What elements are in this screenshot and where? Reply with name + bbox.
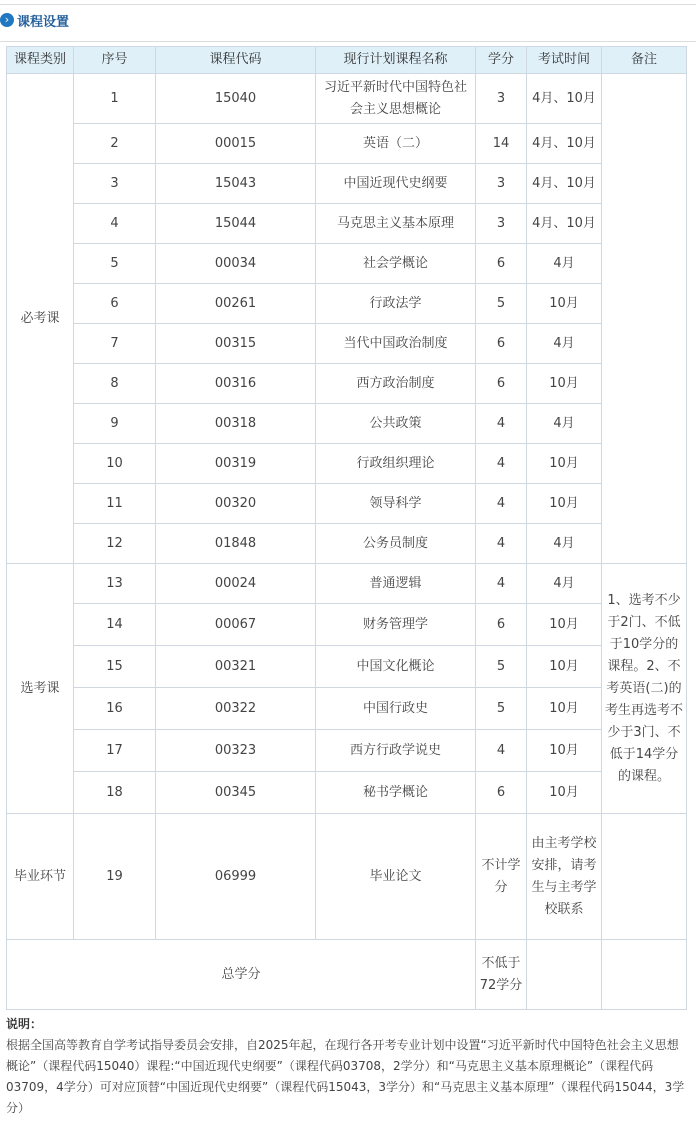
cell-name: 公共政策 (316, 404, 476, 444)
cell-name: 当代中国政治制度 (316, 324, 476, 364)
cell-code: 00315 (156, 324, 316, 364)
cell-no: 2 (74, 124, 156, 164)
cell-code: 00322 (156, 688, 316, 730)
cell-name: 习近平新时代中国特色社会主义思想概论 (316, 74, 476, 124)
cell-time: 4月、10月 (527, 164, 602, 204)
total-time (527, 940, 602, 1010)
cell-name: 西方政治制度 (316, 364, 476, 404)
cell-no: 5 (74, 244, 156, 284)
course-table (6, 46, 687, 1010)
table-row (7, 284, 687, 324)
cell-credit: 3 (476, 204, 527, 244)
cell-credit: 6 (476, 244, 527, 284)
remark-graduation (602, 814, 687, 940)
table-row (7, 74, 687, 124)
cell-name: 马克思主义基本原理 (316, 204, 476, 244)
cell-name: 公务员制度 (316, 524, 476, 564)
cell-no: 16 (74, 688, 156, 730)
cell-time: 4月 (527, 524, 602, 564)
top-divider (0, 4, 696, 5)
remark-elective: 1、选考不少于2门、不低于10学分的课程。2、不考英语(二)的考生再选考不少于3门、不低于14学分的课程。 (602, 564, 687, 814)
cell-code: 00067 (156, 604, 316, 646)
cell-code: 01848 (156, 524, 316, 564)
cell-credit: 4 (476, 484, 527, 524)
cell-credit: 4 (476, 730, 527, 772)
cell-code: 00345 (156, 772, 316, 814)
cell-name: 中国近现代史纲要 (316, 164, 476, 204)
notes (6, 1014, 690, 1119)
cell-time: 4月、10月 (527, 74, 602, 124)
cell-code: 00319 (156, 444, 316, 484)
cell-credit: 6 (476, 604, 527, 646)
cell-credit: 5 (476, 284, 527, 324)
cell-time: 4月、10月 (527, 204, 602, 244)
cell-no: 4 (74, 204, 156, 244)
cell-time: 4月 (527, 244, 602, 284)
cell-time: 10月 (527, 688, 602, 730)
table-row (7, 324, 687, 364)
header-credit: 学分 (476, 47, 527, 74)
cell-no: 8 (74, 364, 156, 404)
cell-name: 毕业论文 (316, 814, 476, 940)
cell-credit: 4 (476, 444, 527, 484)
cell-no: 14 (74, 604, 156, 646)
cell-no: 11 (74, 484, 156, 524)
cell-name: 普通逻辑 (316, 564, 476, 604)
cell-no: 3 (74, 164, 156, 204)
table-row (7, 646, 687, 688)
cell-name: 中国行政史 (316, 688, 476, 730)
cell-credit: 6 (476, 364, 527, 404)
chevron-right-icon: › (0, 13, 14, 27)
cell-no: 7 (74, 324, 156, 364)
cell-code: 15043 (156, 164, 316, 204)
table-row (7, 564, 687, 604)
cell-credit: 不计学分 (476, 814, 527, 940)
table-row (7, 204, 687, 244)
cell-credit: 3 (476, 74, 527, 124)
cell-time: 10月 (527, 730, 602, 772)
cell-time: 10月 (527, 444, 602, 484)
cell-code: 06999 (156, 814, 316, 940)
cell-no: 10 (74, 444, 156, 484)
cell-time: 4月 (527, 404, 602, 444)
cell-name: 社会学概论 (316, 244, 476, 284)
total-credit: 不低于72学分 (476, 940, 527, 1010)
cell-credit: 5 (476, 646, 527, 688)
cell-time: 10月 (527, 284, 602, 324)
notes-text: 根据全国高等教育自学考试指导委员会安排，自2025年起，在现行各开考专业计划中设置“习近平新时代中国特色社会主义思想概论”（课程代码15040）课程:“中国近现代史纲要”（课程代码03708，2学分）和“马克思主义基本原理概论”（课程代码03709，4学分）可对应顶替“中国近现代史纲要”（课程代码15043，3学分）和“马克思主义基本原理”（课程代码15044，3学分） (6, 1038, 685, 1115)
table-row (7, 404, 687, 444)
cell-credit: 4 (476, 524, 527, 564)
section-title: 课程设置 (17, 15, 70, 30)
cell-code: 00318 (156, 404, 316, 444)
table-row (7, 814, 687, 940)
header-name: 现行计划课程名称 (316, 47, 476, 74)
total-label: 总学分 (7, 940, 476, 1010)
cell-no: 6 (74, 284, 156, 324)
cell-time: 4月 (527, 564, 602, 604)
cell-code: 00015 (156, 124, 316, 164)
cell-code: 00321 (156, 646, 316, 688)
table-row (7, 244, 687, 284)
header-remark: 备注 (602, 47, 687, 74)
table-row (7, 364, 687, 404)
cell-time: 由主考学校安排，请考生与主考学校联系 (527, 814, 602, 940)
cell-time: 4月 (527, 324, 602, 364)
cell-credit: 5 (476, 688, 527, 730)
category-graduation: 毕业环节 (7, 814, 74, 940)
cell-time: 10月 (527, 604, 602, 646)
table-row (7, 730, 687, 772)
header-time: 考试时间 (527, 47, 602, 74)
cell-credit: 4 (476, 564, 527, 604)
cell-no: 18 (74, 772, 156, 814)
table-row (7, 772, 687, 814)
cell-time: 10月 (527, 364, 602, 404)
notes-title: 说明： (6, 1017, 43, 1031)
header-code: 课程代码 (156, 47, 316, 74)
cell-no: 1 (74, 74, 156, 124)
table-row (7, 484, 687, 524)
header-no: 序号 (74, 47, 156, 74)
cell-credit: 6 (476, 324, 527, 364)
cell-code: 00316 (156, 364, 316, 404)
cell-time: 10月 (527, 772, 602, 814)
table-row (7, 688, 687, 730)
cell-name: 中国文化概论 (316, 646, 476, 688)
cell-no: 17 (74, 730, 156, 772)
cell-time: 10月 (527, 646, 602, 688)
cell-name: 行政组织理论 (316, 444, 476, 484)
cell-no: 9 (74, 404, 156, 444)
section-header (0, 8, 696, 34)
table-row (7, 604, 687, 646)
cell-credit: 3 (476, 164, 527, 204)
cell-code: 00323 (156, 730, 316, 772)
header-category: 课程类别 (7, 47, 74, 74)
cell-code: 00261 (156, 284, 316, 324)
table-row (7, 444, 687, 484)
cell-credit: 4 (476, 404, 527, 444)
cell-name: 财务管理学 (316, 604, 476, 646)
cell-code: 00034 (156, 244, 316, 284)
cell-name: 英语（二） (316, 124, 476, 164)
cell-no: 12 (74, 524, 156, 564)
category-elective: 选考课 (7, 564, 74, 814)
remark-required (602, 74, 687, 564)
cell-name: 行政法学 (316, 284, 476, 324)
cell-time: 10月 (527, 484, 602, 524)
table-row (7, 124, 687, 164)
category-required: 必考课 (7, 74, 74, 564)
cell-no: 15 (74, 646, 156, 688)
cell-name: 西方行政学说史 (316, 730, 476, 772)
total-remark (602, 940, 687, 1010)
cell-name: 领导科学 (316, 484, 476, 524)
table-row (7, 524, 687, 564)
cell-code: 15044 (156, 204, 316, 244)
cell-time: 4月、10月 (527, 124, 602, 164)
cell-credit: 14 (476, 124, 527, 164)
table-header-row (7, 47, 687, 74)
cell-credit: 6 (476, 772, 527, 814)
cell-code: 00024 (156, 564, 316, 604)
cell-code: 00320 (156, 484, 316, 524)
header-divider (0, 41, 696, 42)
cell-name: 秘书学概论 (316, 772, 476, 814)
cell-no: 13 (74, 564, 156, 604)
total-row (7, 940, 687, 1010)
table-row (7, 164, 687, 204)
cell-no: 19 (74, 814, 156, 940)
cell-code: 15040 (156, 74, 316, 124)
